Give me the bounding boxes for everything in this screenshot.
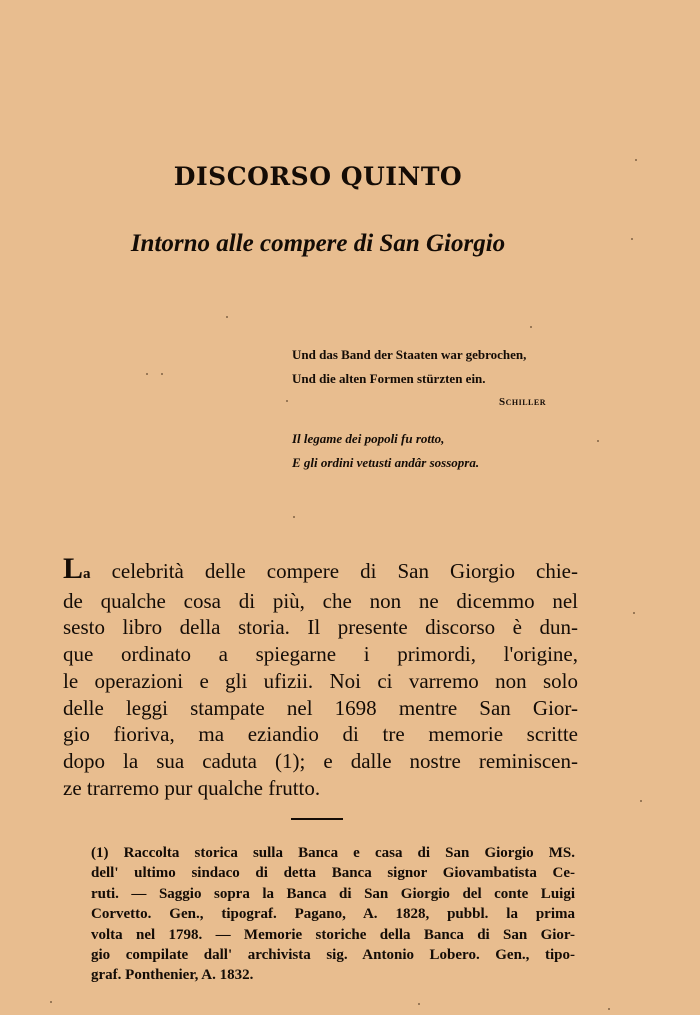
- paper-speck: [597, 440, 599, 442]
- paper-speck: [418, 1003, 420, 1005]
- epigraph-german-line-1: Und das Band der Staaten war gebrochen,: [292, 347, 527, 362]
- epigraph: [292, 343, 562, 475]
- epigraph-italian-line-2: E gli ordini vetusti andâr sossopra.: [292, 455, 480, 470]
- body-line-7: gio fioriva, ma eziandio di tre memorie scritte: [63, 722, 578, 747]
- epigraph-italian-line-1: Il legame dei popoli fu rotto,: [292, 431, 445, 446]
- body-line-3: sesto libro della storia. Il presente discorso è dun-: [63, 615, 578, 640]
- paper-speck: [635, 159, 637, 161]
- paper-speck: [50, 1001, 52, 1003]
- chapter-subtitle: Intorno alle compere di San Giorgio: [130, 230, 506, 257]
- body-paragraph: [63, 552, 578, 801]
- footnote-line-7: graf. Ponthenier, A. 1832.: [91, 967, 254, 984]
- footnote-line-4: Corvetto. Gen., tipograf. Pagano, A. 1828, pubbl. la prima: [91, 906, 575, 923]
- paper-speck: [631, 238, 633, 240]
- footnote-line-1: (1) Raccolta storica sulla Banca e casa di San Giorgio MS.: [91, 845, 575, 861]
- footnote-line-3: ruti. — Saggio sopra la Banca di San Giorgio del conte Luigi: [91, 885, 575, 902]
- paper-speck: [640, 800, 642, 802]
- footnote-separator: [291, 818, 343, 820]
- paper-speck: [226, 316, 228, 318]
- paper-speck: [146, 373, 148, 375]
- paper-speck: [608, 1008, 610, 1010]
- epigraph-author: Schiller: [498, 396, 546, 408]
- body-line-9: ze trarremo pur qualche frutto.: [63, 775, 321, 800]
- footnote-line-5: volta nel 1798. — Memorie storiche della Banca di San Gior-: [91, 926, 575, 943]
- body-line-1-text: celebrità delle compere di San Giorgio chie-: [90, 559, 578, 583]
- chapter-title: DISCORSO QUINTO: [173, 162, 463, 191]
- paper-speck: [293, 516, 295, 518]
- body-line-6: delle leggi stampate nel 1698 mentre San Gior-: [63, 695, 578, 720]
- body-line-1: [63, 552, 578, 588]
- epigraph-german-line-2: Und die alten Formen stürzten ein.: [292, 371, 486, 386]
- body-line-4: que ordinato a spiegarne i primordi, l'origine,: [63, 642, 578, 667]
- paper-speck: [286, 400, 288, 402]
- paper-speck: [530, 326, 532, 328]
- body-line-8: dopo la sua caduta (1); e dalle nostre reminiscen-: [63, 748, 578, 773]
- paper-speck: [161, 373, 163, 375]
- footnote-line-2: dell' ultimo sindaco di detta Banca signor Giovambatista Ce-: [91, 865, 575, 882]
- footnote: [91, 843, 575, 986]
- footnote-line-6: gio compilate dall' archivista sig. Antonio Lobero. Gen., tipo-: [91, 947, 575, 964]
- body-line-2: de qualche cosa di più, che non ne dicemmo nel: [63, 588, 578, 613]
- body-line-5: le operazioni e gli ufizii. Noi ci varremo non solo: [63, 668, 578, 693]
- paper-speck: [633, 612, 635, 614]
- drop-cap-rest: a: [83, 566, 91, 582]
- epigraph-spacer: [292, 413, 562, 427]
- drop-cap: L: [63, 552, 84, 585]
